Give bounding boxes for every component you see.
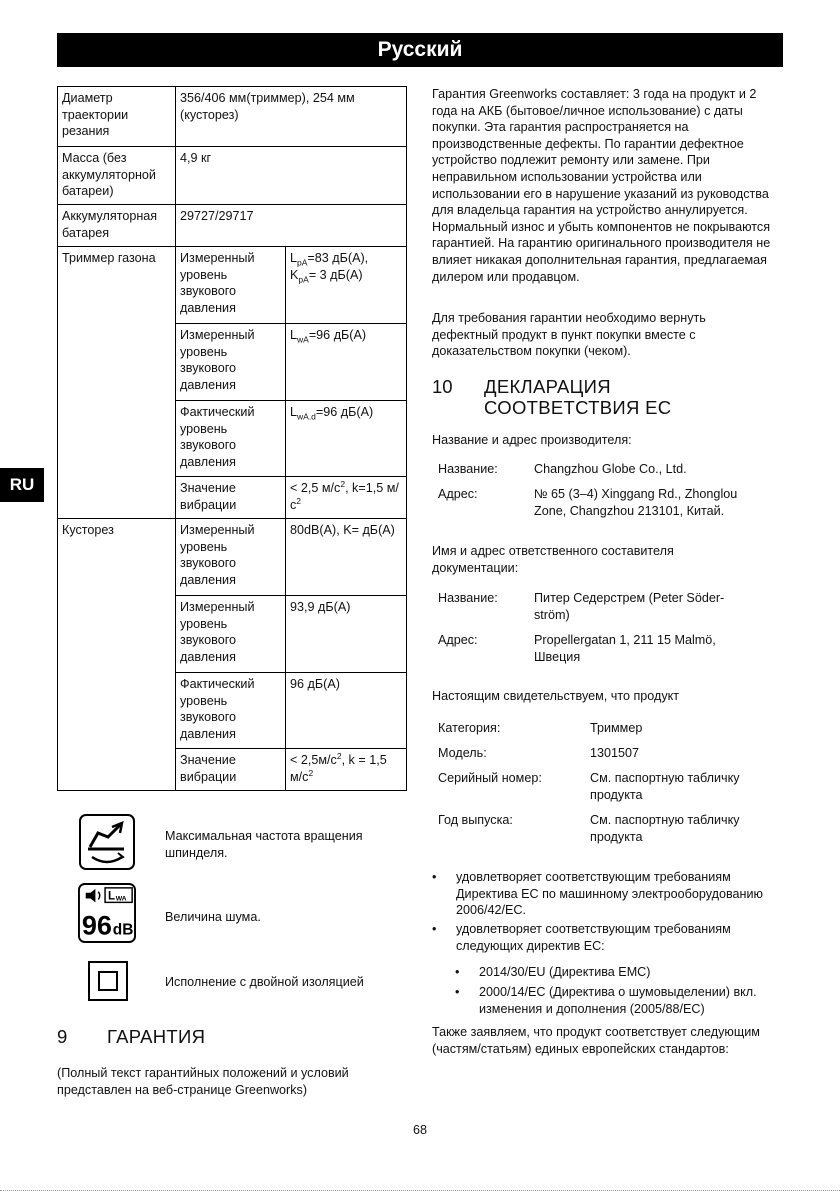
bullet-dot: •: [455, 965, 460, 979]
field-label: Адрес:: [438, 633, 478, 647]
list-item: [455, 984, 784, 1020]
product-category-row: [438, 720, 784, 740]
list-item-text: 2000/14/EC (Директива о шумовыделении) вкл. изменения и дополнения (2005/88/EC): [479, 985, 757, 1016]
spec-subvalue: < 2,5 $м/с^2$, k=1,5 $м/с^2$: [286, 477, 407, 519]
insulation-symbol: [78, 955, 136, 1013]
list-item-text: 2014/30/EU (Директива EMC): [479, 965, 651, 979]
spec-subvalue: $L_{wA}=96$ дБ(A): [286, 324, 407, 401]
table-row: [58, 205, 407, 247]
spec-subvalue: 80dB(A), K= дБ(A): [286, 519, 407, 596]
bullet-dot: •: [432, 870, 437, 884]
field-value: 1301507: [590, 746, 640, 760]
spec-sublabel: Значение вибрации: [176, 749, 286, 791]
language-header: [57, 33, 783, 67]
manufacturer-address-row: [438, 486, 784, 522]
manufacturer-name-row: [438, 461, 784, 481]
field-value: Питер Седерстрем (Peter Söder-ström): [534, 591, 725, 622]
spec-sublabel: Значение вибрации: [176, 477, 286, 519]
spec-subvalue: $L_{pA}=83$ дБ(A), $K_{pA}= 3$ дБ(A): [286, 247, 407, 324]
spec-subvalue: < $2,5м/с^2$, k = 1,5 $м/с^2$: [286, 749, 407, 791]
spec-group-label: Триммер газона: [58, 247, 176, 519]
table-row: [58, 87, 407, 147]
product-serial-row: [438, 770, 784, 806]
spec-value: 4,9 кг: [176, 147, 407, 205]
spec-subvalue: 93,9 дБ(A): [286, 596, 407, 673]
field-value: Changzhou Globe Co., Ltd.: [534, 462, 687, 476]
doc-address-row: [438, 632, 784, 668]
product-model-row: [438, 745, 784, 765]
section-9-note: (Полный текст гарантийных положений и условий представлен на веб-странице Greenworks): [57, 1066, 349, 1097]
section-10-title: ДЕКЛАРАЦИЯ СООТВЕТСТВИЯ ЕС: [484, 376, 672, 418]
spec-sublabel: Измеренный уровень звукового давления: [176, 519, 286, 596]
doc-heading: Имя и адрес ответственного составителя документации:: [432, 544, 674, 575]
list-item: [455, 964, 784, 984]
field-value: См. паспортную табличку продукта: [590, 771, 740, 802]
double-insulation-icon: [78, 955, 136, 1013]
noise-badge-unit: dB: [112, 921, 134, 939]
noise-symbol-text: Величина шума.: [165, 910, 261, 924]
noise-level-icon: [78, 884, 136, 942]
field-label: Адрес:: [438, 487, 478, 501]
list-item: [432, 869, 784, 921]
doc-name-row: [438, 590, 784, 626]
page-bottom-divider: [0, 1190, 840, 1191]
page-number: 68: [412, 1123, 427, 1137]
list-item-text: удовлетворяет соответствующим требованиям Директива ЕС по машинному электрооборудованию 2006/42/EC.: [456, 870, 763, 918]
table-row: [58, 247, 407, 324]
spec-value: 356/406 мм(триммер), 254 мм (кусторез): [176, 87, 407, 147]
spec-sublabel: Измеренный уровень звукового давления: [176, 324, 286, 401]
field-value: Триммер: [590, 721, 643, 735]
section-9-number: 9: [57, 1026, 68, 1047]
section-10-number: 10: [432, 376, 453, 397]
field-value: № 65 (3–4) Xinggang Rd., Zhonglou Zone, Changzhou 213101, Китай.: [534, 487, 738, 518]
field-label: Название:: [438, 462, 498, 476]
bullet-dot: •: [432, 922, 437, 936]
warranty-paragraph-1: Гарантия Greenworks составляет: 3 года на продукт и 2 года на АКБ (бытовое/личное использование) с даты покупки. Эта гарантия распространяется на производственные дефекты. По гарантии дефектное устройство подлежит ремонту или замене. При неправильном использовании устройства или использовании его в нарушение указаний из руководства для владельца гарантия на устройство аннулируется. Нормальный износ и убыть компонентов не покрываются гарантией. На гарантию оригинального производителя не влияет никакая дополнительная гарантия, предлагаемая дилером или продавцом.: [432, 87, 771, 284]
spec-sublabel: Измеренный уровень звукового давления: [176, 596, 286, 673]
field-label: Серийный номер:: [438, 771, 542, 785]
field-label: Название:: [438, 591, 498, 605]
spec-subvalue: $L_{wA.d}=96$ дБ(A): [286, 401, 407, 477]
table-row: [58, 147, 407, 205]
spec-label: Диаметр траектории резания: [58, 87, 176, 147]
spec-sublabel: Фактический уровень звукового давления: [176, 401, 286, 477]
spec-label: Масса (без аккумуляторной батареи): [58, 147, 176, 205]
spec-sublabel: Измеренный уровень звукового давления: [176, 247, 286, 324]
insulation-symbol-text: Исполнение с двойной изоляцией: [165, 975, 364, 989]
field-label: Категория:: [438, 721, 501, 735]
spindle-symbol-text: Максимальная частота вращения шпинделя.: [165, 829, 363, 860]
field-label: Модель:: [438, 746, 487, 760]
noise-badge-l: L: [107, 889, 116, 903]
spec-sublabel: Фактический уровень звукового давления: [176, 673, 286, 749]
warranty-paragraph-2: Для требования гарантии необходимо вернуть дефектный продукт в пункт покупки вместе с доказательством покупки (чеком).: [432, 311, 706, 359]
noise-symbol: [78, 884, 136, 942]
manufacturer-heading: Название и адрес производителя:: [432, 433, 632, 447]
field-label: Год выпуска:: [438, 813, 513, 827]
spindle-symbol: [78, 813, 136, 871]
list-item: [432, 921, 784, 957]
list-item-text: удовлетворяет соответствующим требованиям следующих директив ЕС:: [456, 922, 731, 953]
spec-value: 29727/29717: [176, 205, 407, 247]
section-9-title: ГАРАНТИЯ: [107, 1026, 206, 1047]
standards-text: Также заявляем, что продукт соответствует следующим (частям/статьям) единых европейских стандартов:: [432, 1025, 760, 1056]
noise-badge-value: 96: [81, 910, 112, 941]
language-side-tab: RU: [0, 468, 44, 502]
spec-subvalue: 96 дБ(A): [286, 673, 407, 749]
field-value: См. паспортную табличку продукта: [590, 813, 740, 844]
bullet-dot: •: [455, 985, 460, 999]
field-value: Propellergatan 1, 211 15 Malmö, Швеция: [534, 633, 716, 664]
spec-label: Аккумуляторная батарея: [58, 205, 176, 247]
certify-text: Настоящим свидетельствуем, что продукт: [432, 689, 680, 703]
noise-badge-sub: WA: [115, 895, 127, 903]
spec-group-label: Кусторез: [58, 519, 176, 791]
language-title: Русский: [377, 37, 463, 61]
product-year-row: [438, 812, 784, 848]
table-row: [58, 519, 407, 596]
spindle-speed-icon: [78, 813, 136, 871]
spec-table: [57, 86, 407, 791]
